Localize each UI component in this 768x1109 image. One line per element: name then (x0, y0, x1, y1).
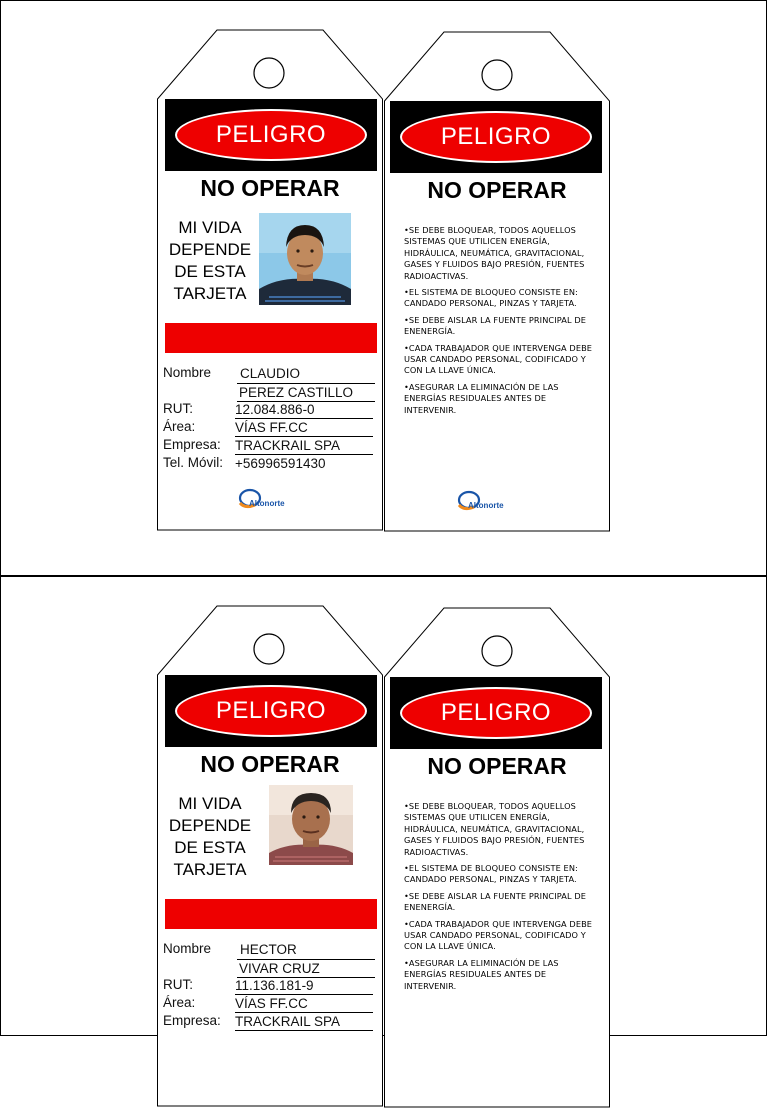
instruction-item: •EL SISTEMA DE BLOQUEO CONSISTE EN: CANDADO PERSONAL, PINZAS Y TARJETA. (404, 287, 578, 309)
nombre-row: Nombre HECTOR (163, 941, 377, 959)
red-stripe (165, 899, 377, 929)
instruction-item: •EL SISTEMA DE BLOQUEO CONSISTE EN: CANDADO PERSONAL, PINZAS Y TARJETA. (404, 863, 578, 885)
no-operar-title: NO OPERAR (200, 751, 340, 777)
peligro-label: PELIGRO (400, 111, 592, 163)
instruction-item: •CADA TRABAJADOR QUE INTERVENGA DEBE USAR CANDADO PERSONAL, CODIFICADO Y CON LA LLAVE ÚNICA. (404, 342, 593, 376)
danger-banner (165, 675, 377, 747)
area-row: Área: VÍAS FF.CC (163, 419, 377, 437)
danger-banner (390, 677, 602, 749)
card-sheet-2 (0, 576, 767, 1036)
no-operar-title: NO OPERAR (427, 753, 567, 779)
front-tag-claudio (157, 29, 383, 529)
instruction-item: •ASEGURAR LA ELIMINACIÓN DE LAS ENERGÍAS RESIDUALES ANTES DE INTERVENIR. (404, 957, 559, 991)
no-operar-title: NO OPERAR (427, 177, 567, 203)
tel-value: +56996591430 (235, 456, 326, 471)
rut-value: 11.136.181-9 (235, 977, 373, 995)
back-tag-claudio (384, 31, 610, 531)
instruction-item: •SE DEBE AISLAR LA FUENTE PRINCIPAL DE ENENERGÍA. (404, 314, 587, 337)
back-tag-hector (384, 607, 610, 1107)
no-operar-title: NO OPERAR (200, 175, 340, 201)
rut-row: RUT: 12.084.886-0 (163, 401, 377, 419)
lockout-instructions (404, 801, 594, 997)
tel-row: Tel. Móvil: +56996591430 (163, 455, 377, 473)
last-name: PEREZ CASTILLO (237, 383, 375, 402)
instruction-item: •SE DEBE BLOQUEAR, TODOS AQUELLOS SISTEMAS QUE UTILICEN ENERGÍA, HIDRÁULICA, NEUMÁTICA, GRAVITACIONAL, GASES Y FLUIDOS BAJO PRESIÓN, FUENTES RADIOACTIVAS. (404, 225, 585, 281)
area-value: VÍAS FF.CC (235, 419, 373, 437)
area-row: Área: VÍAS FF.CC (163, 995, 377, 1013)
first-name: CLAUDIO (240, 366, 301, 381)
danger-banner (390, 101, 602, 173)
worker-info (163, 365, 377, 473)
red-stripe (165, 323, 377, 353)
mi-vida-text: MI VIDA DEPENDE DE ESTA TARJETA (168, 218, 252, 303)
empresa-value: TRACKRAIL SPA (235, 1013, 373, 1031)
instruction-item: •CADA TRABAJADOR QUE INTERVENGA DEBE USAR CANDADO PERSONAL, CODIFICADO Y CON LA LLAVE ÚNICA. (404, 918, 593, 952)
altonorte-logo: Altonorte (456, 489, 536, 515)
front-tag-hector (157, 605, 383, 1105)
nombre-row: Nombre CLAUDIO (163, 365, 377, 383)
apellido-row (163, 383, 377, 401)
mi-vida-text: MI VIDA DEPENDE DE ESTA TARJETA (168, 794, 252, 879)
peligro-label: PELIGRO (175, 685, 367, 737)
empresa-value: TRACKRAIL SPA (235, 437, 373, 455)
first-name: HECTOR (240, 942, 297, 957)
area-value: VÍAS FF.CC (235, 995, 373, 1013)
empresa-row: Empresa: TRACKRAIL SPA (163, 437, 377, 455)
altonorte-logo: Altonorte (237, 487, 317, 513)
worker-photo (269, 785, 353, 865)
lockout-instructions (404, 225, 594, 421)
empresa-row: Empresa: TRACKRAIL SPA (163, 1013, 377, 1031)
last-name: VIVAR CRUZ (237, 959, 375, 978)
apellido-row (163, 959, 377, 977)
danger-banner (165, 99, 377, 171)
peligro-label: PELIGRO (175, 109, 367, 161)
instruction-item: •SE DEBE BLOQUEAR, TODOS AQUELLOS SISTEMAS QUE UTILICEN ENERGÍA, HIDRÁULICA, NEUMÁTICA, GRAVITACIONAL, GASES Y FLUIDOS BAJO PRESIÓN, FUENTES RADIOACTIVAS. (404, 801, 585, 857)
instruction-item: •ASEGURAR LA ELIMINACIÓN DE LAS ENERGÍAS RESIDUALES ANTES DE INTERVENIR. (404, 381, 559, 415)
peligro-label: PELIGRO (400, 687, 592, 739)
instruction-item: •SE DEBE AISLAR LA FUENTE PRINCIPAL DE ENENERGÍA. (404, 890, 587, 913)
rut-row: RUT: 11.136.181-9 (163, 977, 377, 995)
worker-info (163, 941, 377, 1031)
rut-value: 12.084.886-0 (235, 401, 373, 419)
worker-photo (259, 213, 351, 305)
